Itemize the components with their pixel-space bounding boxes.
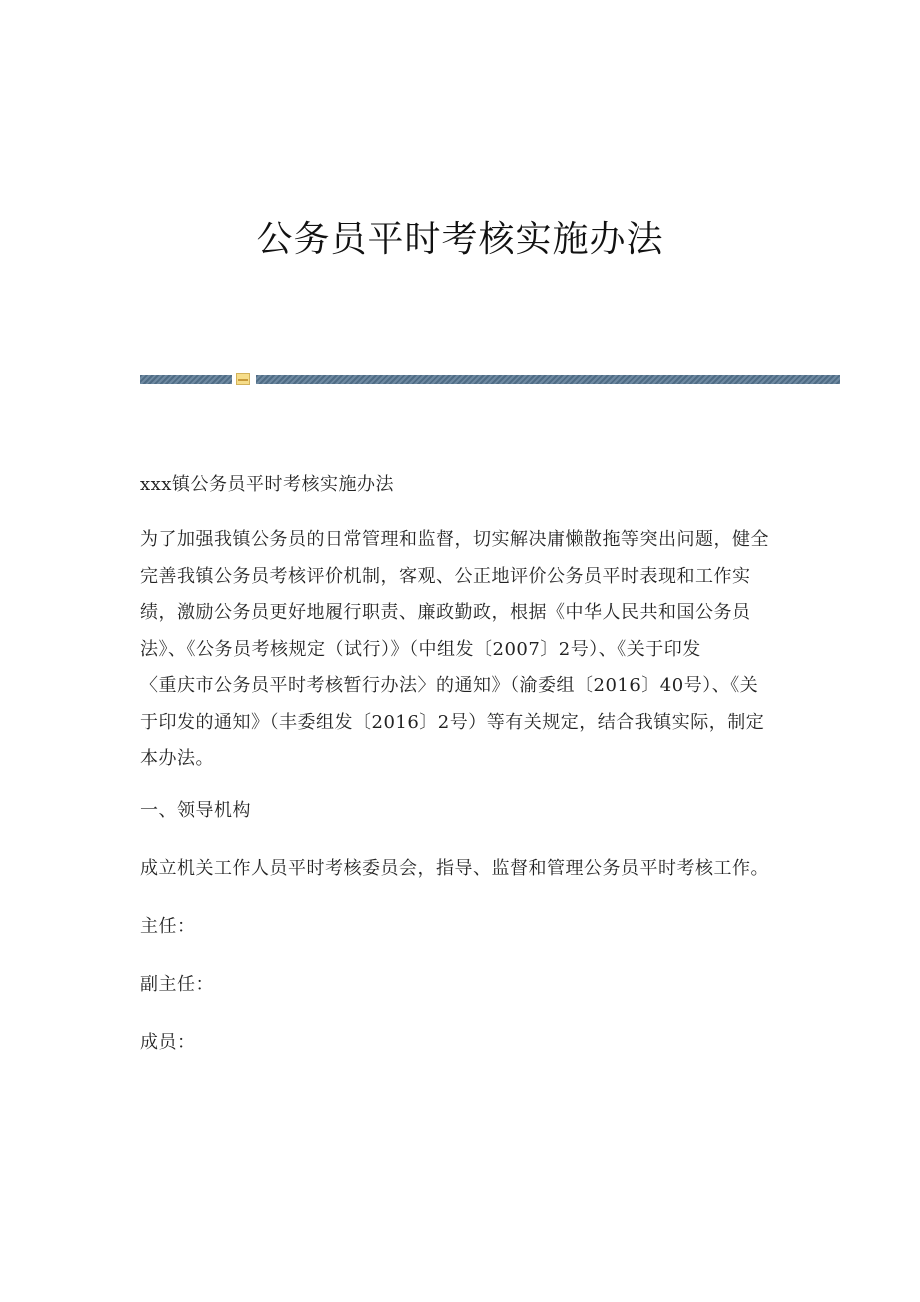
document-subtitle: xxx镇公务员平时考核实施办法 [140, 474, 394, 495]
intro-line: 绩，激励公务员更好地履行职责、廉政勤政，根据《中华人民共和国公务员 [140, 602, 751, 623]
title-divider [140, 375, 840, 384]
intro-line: 本办法。 [140, 748, 214, 769]
document-body [140, 470, 780, 1058]
director-label: 主任： [140, 915, 196, 937]
deputy-director-label: 副主任： [140, 973, 214, 995]
intro-line: 〈重庆市公务员平时考核暂行办法〉的通知》（渝委组〔2016〕40号）、《关 [140, 675, 759, 696]
divider-emblem-icon [236, 373, 250, 385]
intro-line: 法》、《公务员考核规定（试行）》（中组发〔2007〕2号）、《关于印发 [140, 638, 701, 660]
document-title: 公务员平时考核实施办法 [256, 219, 664, 260]
intro-paragraph [140, 522, 780, 778]
intro-line: 完善我镇公务员考核评价机制，客观、公正地评价公务员平时表现和工作实 [140, 565, 751, 587]
section-paragraph: 成立机关工作人员平时考核委员会，指导、监督和管理公务员平时考核工作。 [140, 857, 769, 879]
intro-line: 为了加强我镇公务员的日常管理和监督，切实解决庸懒散拖等突出问题，健全 [140, 529, 769, 550]
divider-bar-left [140, 375, 232, 384]
intro-line: 于印发的通知》（丰委组发〔2016〕2号）等有关规定，结合我镇实际，制定 [140, 711, 765, 733]
members-label: 成员： [140, 1031, 196, 1053]
section-heading: 一、领导机构 [140, 799, 251, 821]
divider-bar-right [256, 375, 840, 384]
